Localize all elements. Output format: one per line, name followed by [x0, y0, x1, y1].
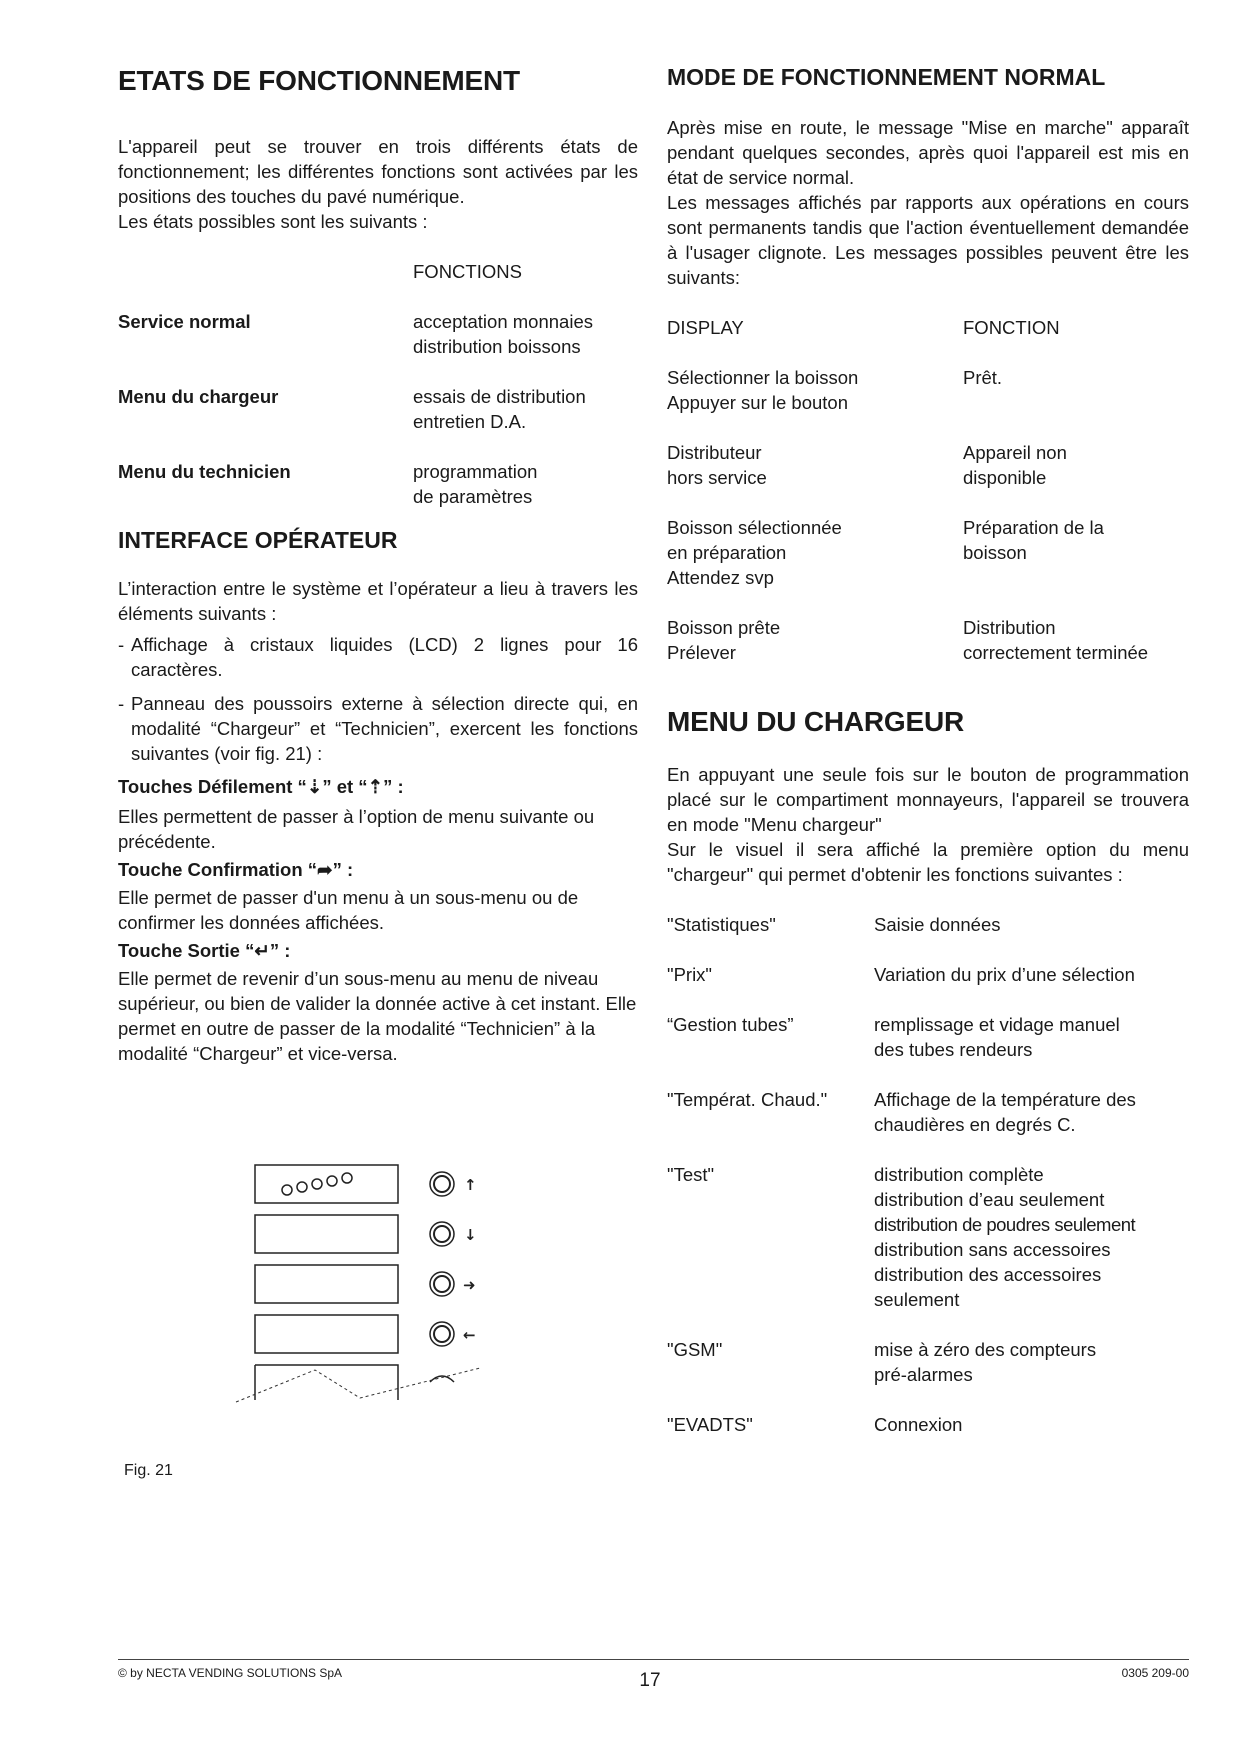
arrow-up-icon: ⇡ — [367, 776, 384, 798]
menu-item: "Températ. Chaud." Affichage de la température des chaudières en degrés C. — [667, 1089, 1136, 1136]
col-display-header: DISPLAY — [667, 316, 744, 338]
section-title-mode-normal: MODE DE FONCTIONNEMENT NORMAL — [667, 64, 1106, 90]
col-function-header: FONCTION — [963, 316, 1060, 338]
confirm-arrow-icon: ➜ — [463, 1276, 476, 1294]
footer-rule — [118, 1659, 1189, 1660]
state-row — [118, 459, 638, 509]
message-row: Boisson sélectionnée en préparation Attendez svp Préparation de la boisson — [667, 516, 1104, 588]
doc-code: 0305 209-00 — [1121, 1666, 1189, 1680]
message-row: Sélectionner la boisson Appuyer sur le bouton Prêt. — [667, 366, 1003, 413]
message-row: Distributeur hors service Appareil non disponible — [667, 441, 1067, 488]
messages-header-row — [667, 315, 1189, 340]
confirm-key-text: Elle permet de passer d'un menu à un sous-menu ou de confirmer les données affichées. — [118, 887, 579, 934]
exit-arrow-icon: ↵ — [254, 940, 270, 962]
state-function: distribution boissons — [413, 335, 581, 357]
state-row — [118, 309, 638, 359]
state-name: Service normal — [118, 310, 251, 332]
menu-item: "Test" distribution complète distribution d’eau seulement distribution de poudres seulement distribution sans accessoires distribution des accessoires seulement — [667, 1164, 1136, 1311]
mode-intro: Après mise en route, le message "Mise en marche" apparaît pendant quelques secondes, après quoi l'appareil est mis en état de service normal. — [667, 116, 1189, 188]
state-name: Menu du technicien — [118, 460, 291, 482]
figure-caption: Fig. 21 — [124, 1462, 173, 1479]
section-title-etats: ETATS DE FONCTIONNEMENT — [118, 65, 520, 96]
scroll-keys-heading: Touches Défilement “⇣” et “⇡” : — [118, 776, 404, 798]
arrow-up-icon: ↑ — [464, 1176, 477, 1194]
keypad-slot — [255, 1215, 398, 1253]
menu-item: "EVADTS" Connexion — [667, 1414, 963, 1436]
menu-item: "GSM" mise à zéro des compteurs pré-alarmes — [667, 1339, 1097, 1386]
keypad-slot — [255, 1265, 398, 1303]
menu-intro: En appuyant une seule fois sur le bouton de programmation placé sur le compartiment monnayeurs, l'appareil se trouvera en mode "Menu chargeur" — [667, 764, 1189, 836]
functions-header-row — [118, 259, 638, 284]
menu-item: "Statistiques" Saisie données — [667, 914, 1001, 936]
state-function: acceptation monnaies — [413, 310, 593, 332]
scroll-keys-text: Elles permettent de passer à l’option de menu suivante ou précédente. — [118, 806, 595, 853]
state-function: entretien D.A. — [413, 410, 527, 432]
right-column — [667, 64, 1189, 1437]
keypad-display-box — [255, 1165, 398, 1203]
exit-key-heading: Touche Sortie “↵” : — [118, 940, 291, 962]
etats-intro-2: Les états possibles sont les suivants : — [118, 210, 428, 232]
arrow-down-icon: ⇣ — [306, 776, 323, 798]
keypad-slot — [255, 1315, 398, 1353]
menu-intro-2: Sur le visuel il sera affiché la première option du menu "chargeur" qui permet d'obtenir les fonctions suivantes : — [667, 839, 1189, 886]
bullet-item: - Affichage à cristaux liquides (LCD) 2 lignes pour 16 caractères. — [118, 634, 638, 681]
etats-intro: L'appareil peut se trouver en trois différents états de fonctionnement; les différentes fonctions sont activées par les positions des touches du pavé numérique. — [118, 135, 638, 207]
state-name: Menu du chargeur — [118, 385, 279, 407]
confirm-arrow-icon: ➦ — [317, 859, 333, 881]
exit-key-text: Elle permet de revenir d’un sous-menu au menu de niveau supérieur, ou bien de valider la donnée active à cet instant. Elle permet en outre de passer de la modalité “Technicien” à la modalité “Chargeur” et vice-versa. — [118, 968, 637, 1065]
menu-item: “Gestion tubes” remplissage et vidage manuel des tubes rendeurs — [667, 1014, 1120, 1061]
interface-intro: L’interaction entre le système et l’opérateur a lieu à travers les éléments suivants : — [118, 578, 638, 625]
arrow-down-icon: ↓ — [464, 1226, 477, 1244]
state-function: de paramètres — [413, 485, 533, 507]
state-function: essais de distribution — [413, 385, 586, 407]
footer-copyright: © by NECTA VENDING SOLUTIONS SpA — [118, 1666, 343, 1680]
page-number: 17 — [639, 1670, 661, 1691]
mode-intro-2: Les messages affichés par rapports aux opérations en cours sont permanents tandis que l'action éventuellement demandée à l'usager clignote. Les messages possibles peuvent être les suivants: — [667, 191, 1189, 288]
keypad-slot — [255, 1365, 398, 1400]
confirm-key-heading: Touche Confirmation “➦” : — [118, 859, 354, 881]
state-function: programmation — [413, 460, 538, 482]
section-title-interface: INTERFACE OPÉRATEUR — [118, 526, 398, 553]
state-row — [118, 384, 638, 434]
keypad-figure — [220, 1150, 500, 1410]
bullet-item: - Panneau des poussoirs externe à sélection directe qui, en modalité “Chargeur” et “Technicien”, exercent les fonctions suivantes (voir fig. 21) : — [118, 693, 638, 765]
left-column — [118, 64, 638, 1066]
section-title-menu-chargeur: MENU DU CHARGEUR — [667, 705, 965, 737]
functions-header: FONCTIONS — [413, 260, 522, 282]
message-row: Boisson prête Prélever Distribution correctement terminée — [667, 616, 1149, 663]
menu-item: "Prix" Variation du prix d’une sélection — [667, 964, 1135, 986]
exit-arrow-icon: ← — [463, 1326, 476, 1344]
